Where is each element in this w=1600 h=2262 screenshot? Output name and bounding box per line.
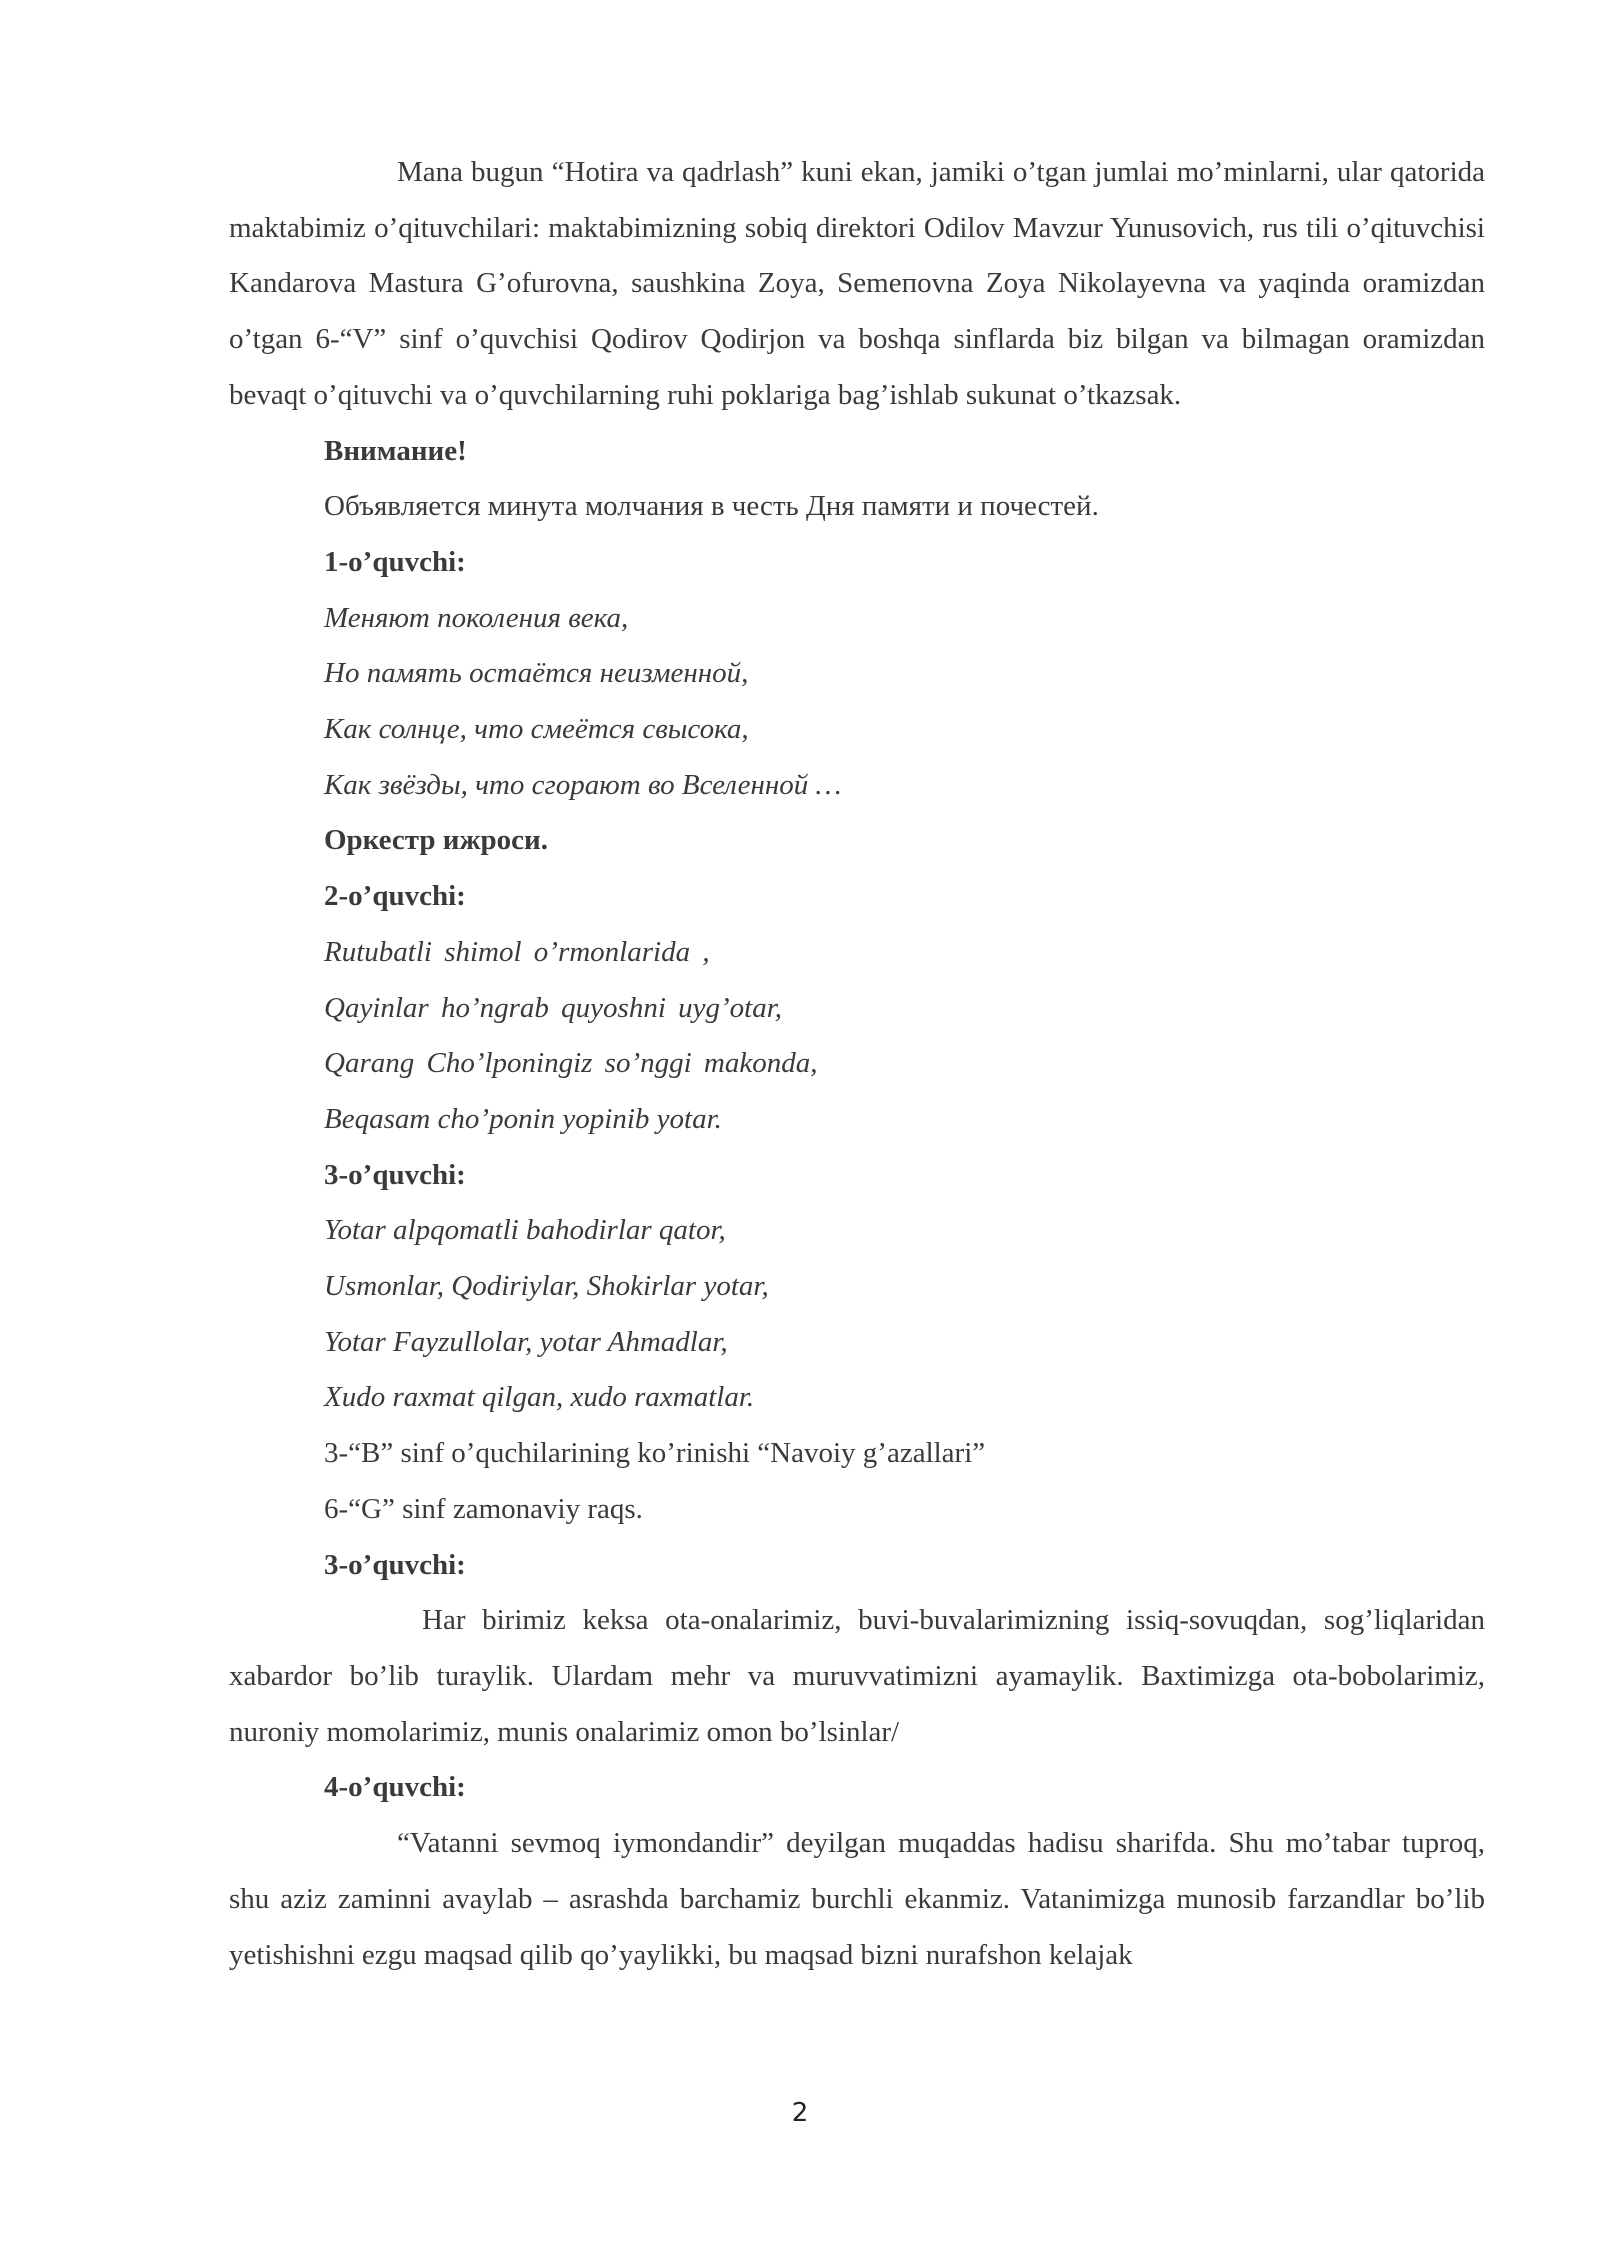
poem-line: Qarang Cho’lponingiz so’nggi makonda,	[324, 1047, 818, 1080]
poem-line: Как звёзды, что сгорают во Вселенной …	[324, 768, 842, 801]
speaker-label: 3-o’quvchi:	[324, 1548, 466, 1581]
performance-note: 3-“B” sinf o’quchilarining ko’rinishi “Navoiy g’azallari”	[324, 1437, 986, 1470]
speaker-label: 1-o’quvchi:	[324, 545, 466, 578]
paragraph-homeland: “Vatanni sevmoq iymondandir” deyilgan muqaddas hadisu sharifda. Shu mo’tabar tuproq, shu aziz zaminni avaylab – asrashda barchamiz burchli ekanmiz. Vatanimizga munosib farzandlar bo’lib yetishishni ezgu maqsad qilib qo’yaylikki, bu maqsad bizni nurafshon kelajak	[229, 1827, 1485, 1971]
poem-line: Beqasam cho’ponin yopinib yotar.	[324, 1102, 722, 1135]
poem-line: Yotar alpqomatli bahodirlar qator,	[324, 1214, 726, 1247]
paragraph-intro: Mana bugun “Hotira va qadrlash” kuni ekan, jamiki o’tgan jumlai mo’minlarni, ular qatorida maktabimiz o’qituvchilari: maktabimizning sobiq direktori Odilov Mavzur Yunusovich, rus tili o’qituvchisi Kandarova Mastura G’ofurovna, saushkina Zoya, Semeпovna Zoya Nikolayevna va yaqinda oramizdan o’tgan 6-“V” sinf o’quvchisi Qodirov Qodirjon va boshqa sinflarda biz bilgan va bilmagan oramizdan bevaqt o’qituvchi va o’quvchilarning ruhi poklariga bag’ishlab sukunat o’tkazsak.	[229, 156, 1485, 411]
poem-line: Yotar Fayzullolar, yotar Ahmadlar,	[324, 1325, 728, 1358]
attention-heading: Внимание!	[324, 434, 467, 467]
orchestra-note: Оркестр ижроси.	[324, 824, 548, 857]
page-number: 2	[791, 2098, 809, 2128]
speaker-label: 2-o’quvchi:	[324, 880, 466, 913]
poem-line: Меняют поколения века,	[324, 601, 629, 634]
document-body	[229, 145, 1485, 1983]
speaker-label: 3-o’quvchi:	[324, 1158, 466, 1191]
speaker-label: 4-o’quvchi:	[324, 1771, 466, 1804]
paragraph-elders: Har birimiz keksa ota-onalarimiz, buvi-buvalarimizning issiq-sovuqdan, sog’liqlaridan xabardor bo’lib turaylik. Ulardam mehr va muruvvatimizni ayamaylik. Baxtimizga ota-bobolarimiz, nuroniy momolarimiz, munis onalarimiz omon bo’lsinlar/	[229, 1604, 1485, 1748]
poem-line: Rutubatli shimol o’rmonlarida ,	[324, 935, 710, 968]
attention-text: Объявляется минута молчания в честь Дня памяти и почестей.	[324, 490, 1099, 523]
poem-line: Xudo raxmat qilgan, xudo raxmatlar.	[324, 1381, 755, 1414]
performance-note: 6-“G” sinf zamonaviy raqs.	[324, 1492, 643, 1525]
poem-line: Но память остаётся неизменной,	[324, 657, 749, 690]
poem-line: Как солнце, что смеётся свысока,	[324, 713, 749, 746]
poem-line: Qayinlar ho’ngrab quyoshni uyg’otar,	[324, 991, 783, 1024]
poem-line: Usmonlar, Qodiriylar, Shokirlar yotar,	[324, 1270, 769, 1303]
